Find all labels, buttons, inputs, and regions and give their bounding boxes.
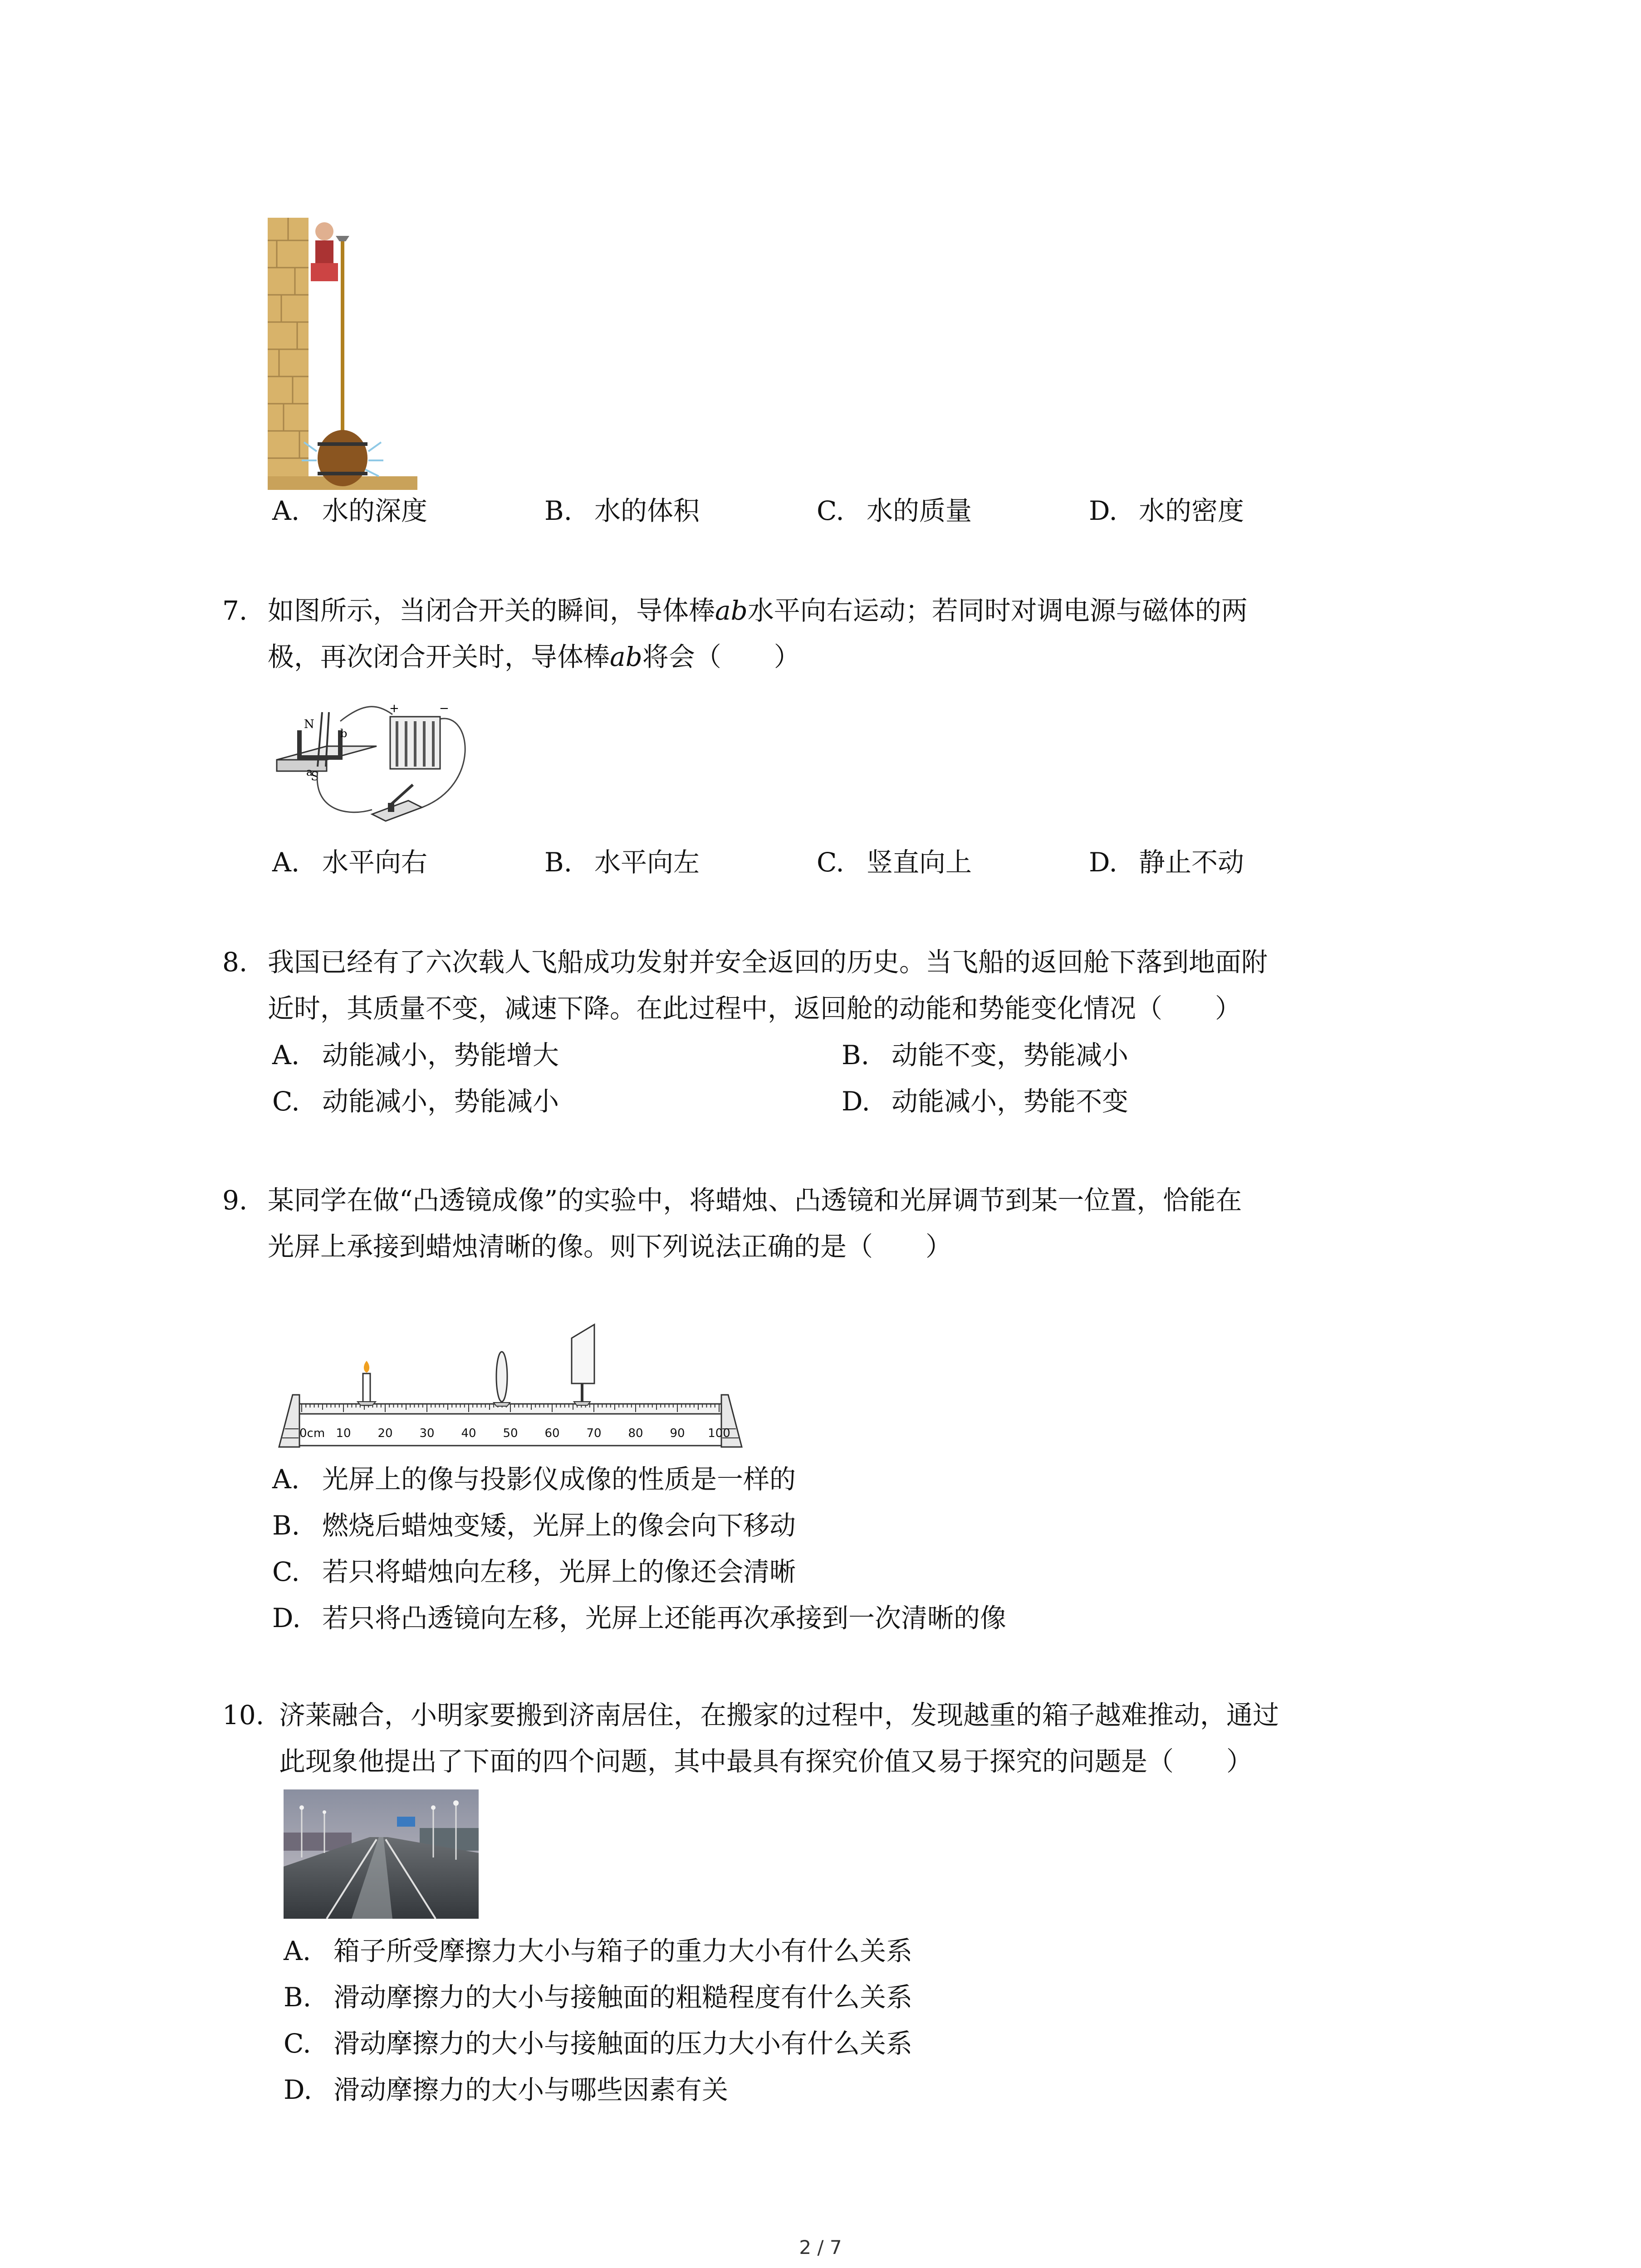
option-a[interactable]: A. 动能减小，势能增大 — [272, 1040, 559, 1070]
ruler-label: 30 — [419, 1427, 435, 1440]
ruler-label: 0cm — [299, 1427, 325, 1440]
q9-options — [272, 1456, 1406, 1641]
option-b[interactable]: B. 水平向左 — [544, 847, 700, 878]
ruler-label: 20 — [377, 1427, 393, 1440]
q7-options — [272, 839, 1361, 885]
ruler-label: 100 — [708, 1427, 730, 1440]
option-c[interactable]: C. 动能减小，势能减小 — [272, 1086, 559, 1117]
option-c[interactable]: C. 滑动摩擦力的大小与接触面的压力大小有什么关系 — [284, 2028, 913, 2059]
minus-label: − — [439, 702, 449, 715]
question-8: 8. 我国已经有了六次载人飞船成功发射并安全返回的历史。当飞船的返回舱下落到地面附 近时，其质量不变，减速下降。在此过程中，返回舱的动能和势能变化情况（ ） — [222, 939, 1493, 1031]
n-pole-label: N — [304, 718, 314, 731]
option-d[interactable]: D. 静止不动 — [1089, 847, 1244, 878]
option-a[interactable]: A. 水平向右 — [272, 847, 428, 878]
pascal-barrel-figure — [268, 213, 417, 494]
option-c[interactable]: C. 若只将蜡烛向左移，光屏上的像还会清晰 — [272, 1556, 796, 1587]
question-7: 7. 如图所示，当闭合开关的瞬间，导体棒ab水平向右运动；若同时对调电源与磁体的两 极，再次闭合开关时，导体棒ab将会（ ） — [222, 587, 1493, 680]
s-pole-label: S — [311, 770, 319, 783]
option-a[interactable]: A. 水的深度 — [272, 495, 428, 526]
a-label: a — [306, 766, 313, 778]
page-number: 2 / 7 — [799, 2236, 842, 2258]
question-9: 9. 某同学在做“凸透镜成像”的实验中，将蜡烛、凸透镜和光屏调节到某一位置，恰能在 光屏上承接到蜡烛清晰的像。则下列说法正确的是（ ） — [222, 1177, 1493, 1270]
option-c[interactable]: C. 水的质量 — [817, 495, 972, 526]
ruler-label: 70 — [586, 1427, 602, 1440]
option-a[interactable]: A. 箱子所受摩擦力大小与箱子的重力大小有什么关系 — [284, 1936, 913, 1966]
b-label: b — [340, 727, 348, 740]
option-d[interactable]: D. 水的密度 — [1089, 495, 1244, 526]
road-photo — [284, 1789, 479, 1919]
option-c[interactable]: C. 竖直向上 — [817, 847, 972, 878]
question-number: 9. — [222, 1185, 248, 1216]
ruler-label: 50 — [503, 1427, 518, 1440]
ruler-label: 40 — [461, 1427, 476, 1440]
ruler-label: 90 — [670, 1427, 685, 1440]
option-d[interactable]: D. 滑动摩擦力的大小与哪些因素有关 — [284, 2074, 729, 2105]
question-number: 8. — [222, 947, 248, 978]
plus-label: + — [389, 702, 399, 715]
question-number: 7. — [222, 595, 248, 626]
ruler-label: 60 — [544, 1427, 560, 1440]
optical-bench-figure — [272, 1315, 749, 1456]
question-10: 10. 济莱融合，小明家要搬到济南居住，在搬家的过程中，发现越重的箱子越难推动，通过 此现象他提出了下面的四个问题，其中最具有探究价值又易于探究的问题是（ ） — [222, 1692, 1493, 1784]
ruler-label: 80 — [628, 1427, 643, 1440]
q10-options — [284, 1928, 1418, 2113]
ruler-label: 10 — [336, 1427, 351, 1440]
option-d[interactable]: D. 动能减小，势能不变 — [842, 1086, 1129, 1117]
option-b[interactable]: B. 滑动摩擦力的大小与接触面的粗糙程度有什么关系 — [284, 1982, 913, 2013]
option-a[interactable]: A. 光屏上的像与投影仪成像的性质是一样的 — [272, 1464, 796, 1495]
option-b[interactable]: B. 动能不变，势能减小 — [842, 1040, 1129, 1070]
option-b[interactable]: B. 燃烧后蜡烛变矮，光屏上的像会向下移动 — [272, 1510, 796, 1541]
circuit-figure — [272, 694, 485, 830]
option-b[interactable]: B. 水的体积 — [544, 495, 700, 526]
option-d[interactable]: D. 若只将凸透镜向左移，光屏上还能再次承接到一次清晰的像 — [272, 1603, 1007, 1633]
question-number: 10. — [222, 1700, 265, 1730]
q8-options — [272, 1032, 1411, 1124]
q6-options — [272, 488, 1361, 534]
